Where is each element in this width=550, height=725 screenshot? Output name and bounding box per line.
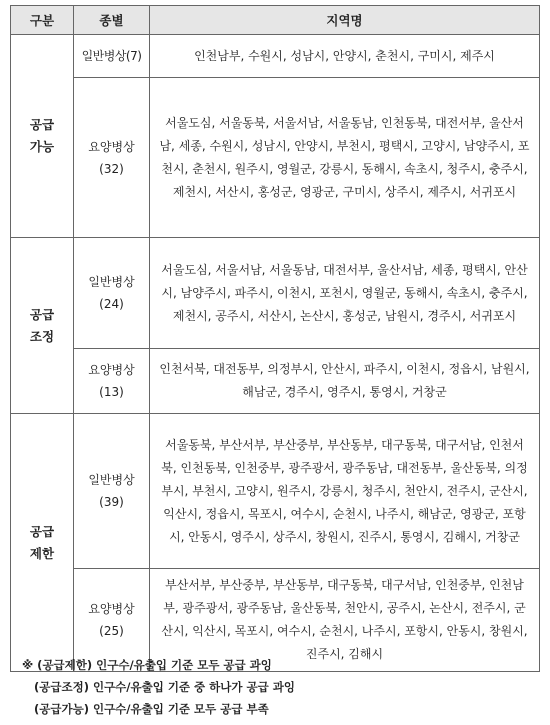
- header-region: 지역명: [150, 6, 540, 35]
- type-cell: [74, 35, 150, 78]
- group-supply-adjusted: [11, 238, 74, 414]
- header-type: 종별: [74, 6, 150, 35]
- type-label: 요양병상 (32): [88, 139, 135, 176]
- group-label: 공급 조정: [29, 306, 55, 344]
- region-list: 서울도심, 서울동북, 서울서남, 서울동남, 인천동북, 대전서부, 울산서남, 세종, 수원시, 성남시, 안양시, 부천시, 평택시, 고양시, 남양주시, 포천시, 춘천시, 원주시, 영월군, 강릉시, 동해시, 속초시, 청주시, 충주시, 제천시, 서산시, 홍성군, 영광군, 구미시, 상주시, 제주시, 서귀포시: [150, 78, 540, 238]
- group-supply-available: [11, 35, 74, 238]
- group-label: 공급 제한: [29, 523, 55, 561]
- group-label: 공급 가능: [29, 117, 55, 154]
- type-label: 일반병상 (24): [88, 275, 135, 311]
- region-list: 서울동북, 부산서부, 부산중부, 부산동부, 대구동북, 대구서남, 인천서북, 인천동북, 인천중부, 광주광서, 광주동남, 대전동부, 울산동북, 의정부시, 부천시, 고양시, 원주시, 강릉시, 청주시, 천안시, 전주시, 군산시, 익산시, 정읍시, 목포시, 여수시, 순천시, 나주시, 해남군, 영광군, 포항시, 안동시, 영주시, 상주시, 창원시, 진주시, 통영시, 김해시, 거창군: [150, 414, 540, 569]
- table-row: [11, 35, 540, 78]
- region-list: 인천서북, 대전동부, 의정부시, 안산시, 파주시, 이천시, 정읍시, 남원시, 해남군, 경주시, 영주시, 통영시, 거창군: [150, 349, 540, 414]
- region-list: 서울도심, 서울서남, 서울동남, 대전서부, 울산서남, 세종, 평택시, 안산시, 남양주시, 파주시, 이천시, 포천시, 영월군, 동해시, 속초시, 충주시, 제천시, 공주시, 서산시, 논산시, 홍성군, 남원시, 경주시, 서귀포시: [150, 238, 540, 349]
- group-supply-restricted: [11, 414, 74, 672]
- type-cell: [74, 78, 150, 238]
- table-row: [11, 349, 540, 414]
- type-label: 일반병상 (39): [88, 473, 135, 509]
- type-label: 요양병상 (25): [88, 602, 135, 638]
- type-cell: [74, 349, 150, 414]
- region-list: 부산서부, 부산중부, 부산동부, 대구동북, 대구서남, 인천중부, 인천남부, 광주광서, 광주동남, 울산동북, 천안시, 공주시, 논산시, 전주시, 군산시, 익산시, 목포시, 여수시, 순천시, 나주시, 포항시, 안동시, 창원시, 진주시, 김해시: [150, 569, 540, 672]
- hospital-bed-supply-table: [10, 5, 540, 672]
- table-row: [11, 78, 540, 238]
- table-row: [11, 414, 540, 569]
- type-cell: [74, 238, 150, 349]
- table-row: [11, 238, 540, 349]
- footnote-adjusted: (공급조정) 인구수/유출입 기준 중 하나가 공급 과잉: [22, 680, 295, 694]
- footnote-restricted: ※ (공급제한) 인구수/유출입 기준 모두 공급 과잉: [22, 658, 272, 672]
- header-group: 구분: [11, 6, 74, 35]
- region-list: 인천남부, 수원시, 성남시, 안양시, 춘천시, 구미시, 제주시: [150, 35, 540, 78]
- type-cell: [74, 414, 150, 569]
- type-label: 요양병상 (13): [88, 363, 135, 399]
- footnote-available: (공급가능) 인구수/유출입 기준 모두 공급 부족: [22, 702, 269, 716]
- table-header-row: [11, 6, 540, 35]
- footnotes: [22, 654, 295, 720]
- type-label: 일반병상(7): [81, 49, 142, 63]
